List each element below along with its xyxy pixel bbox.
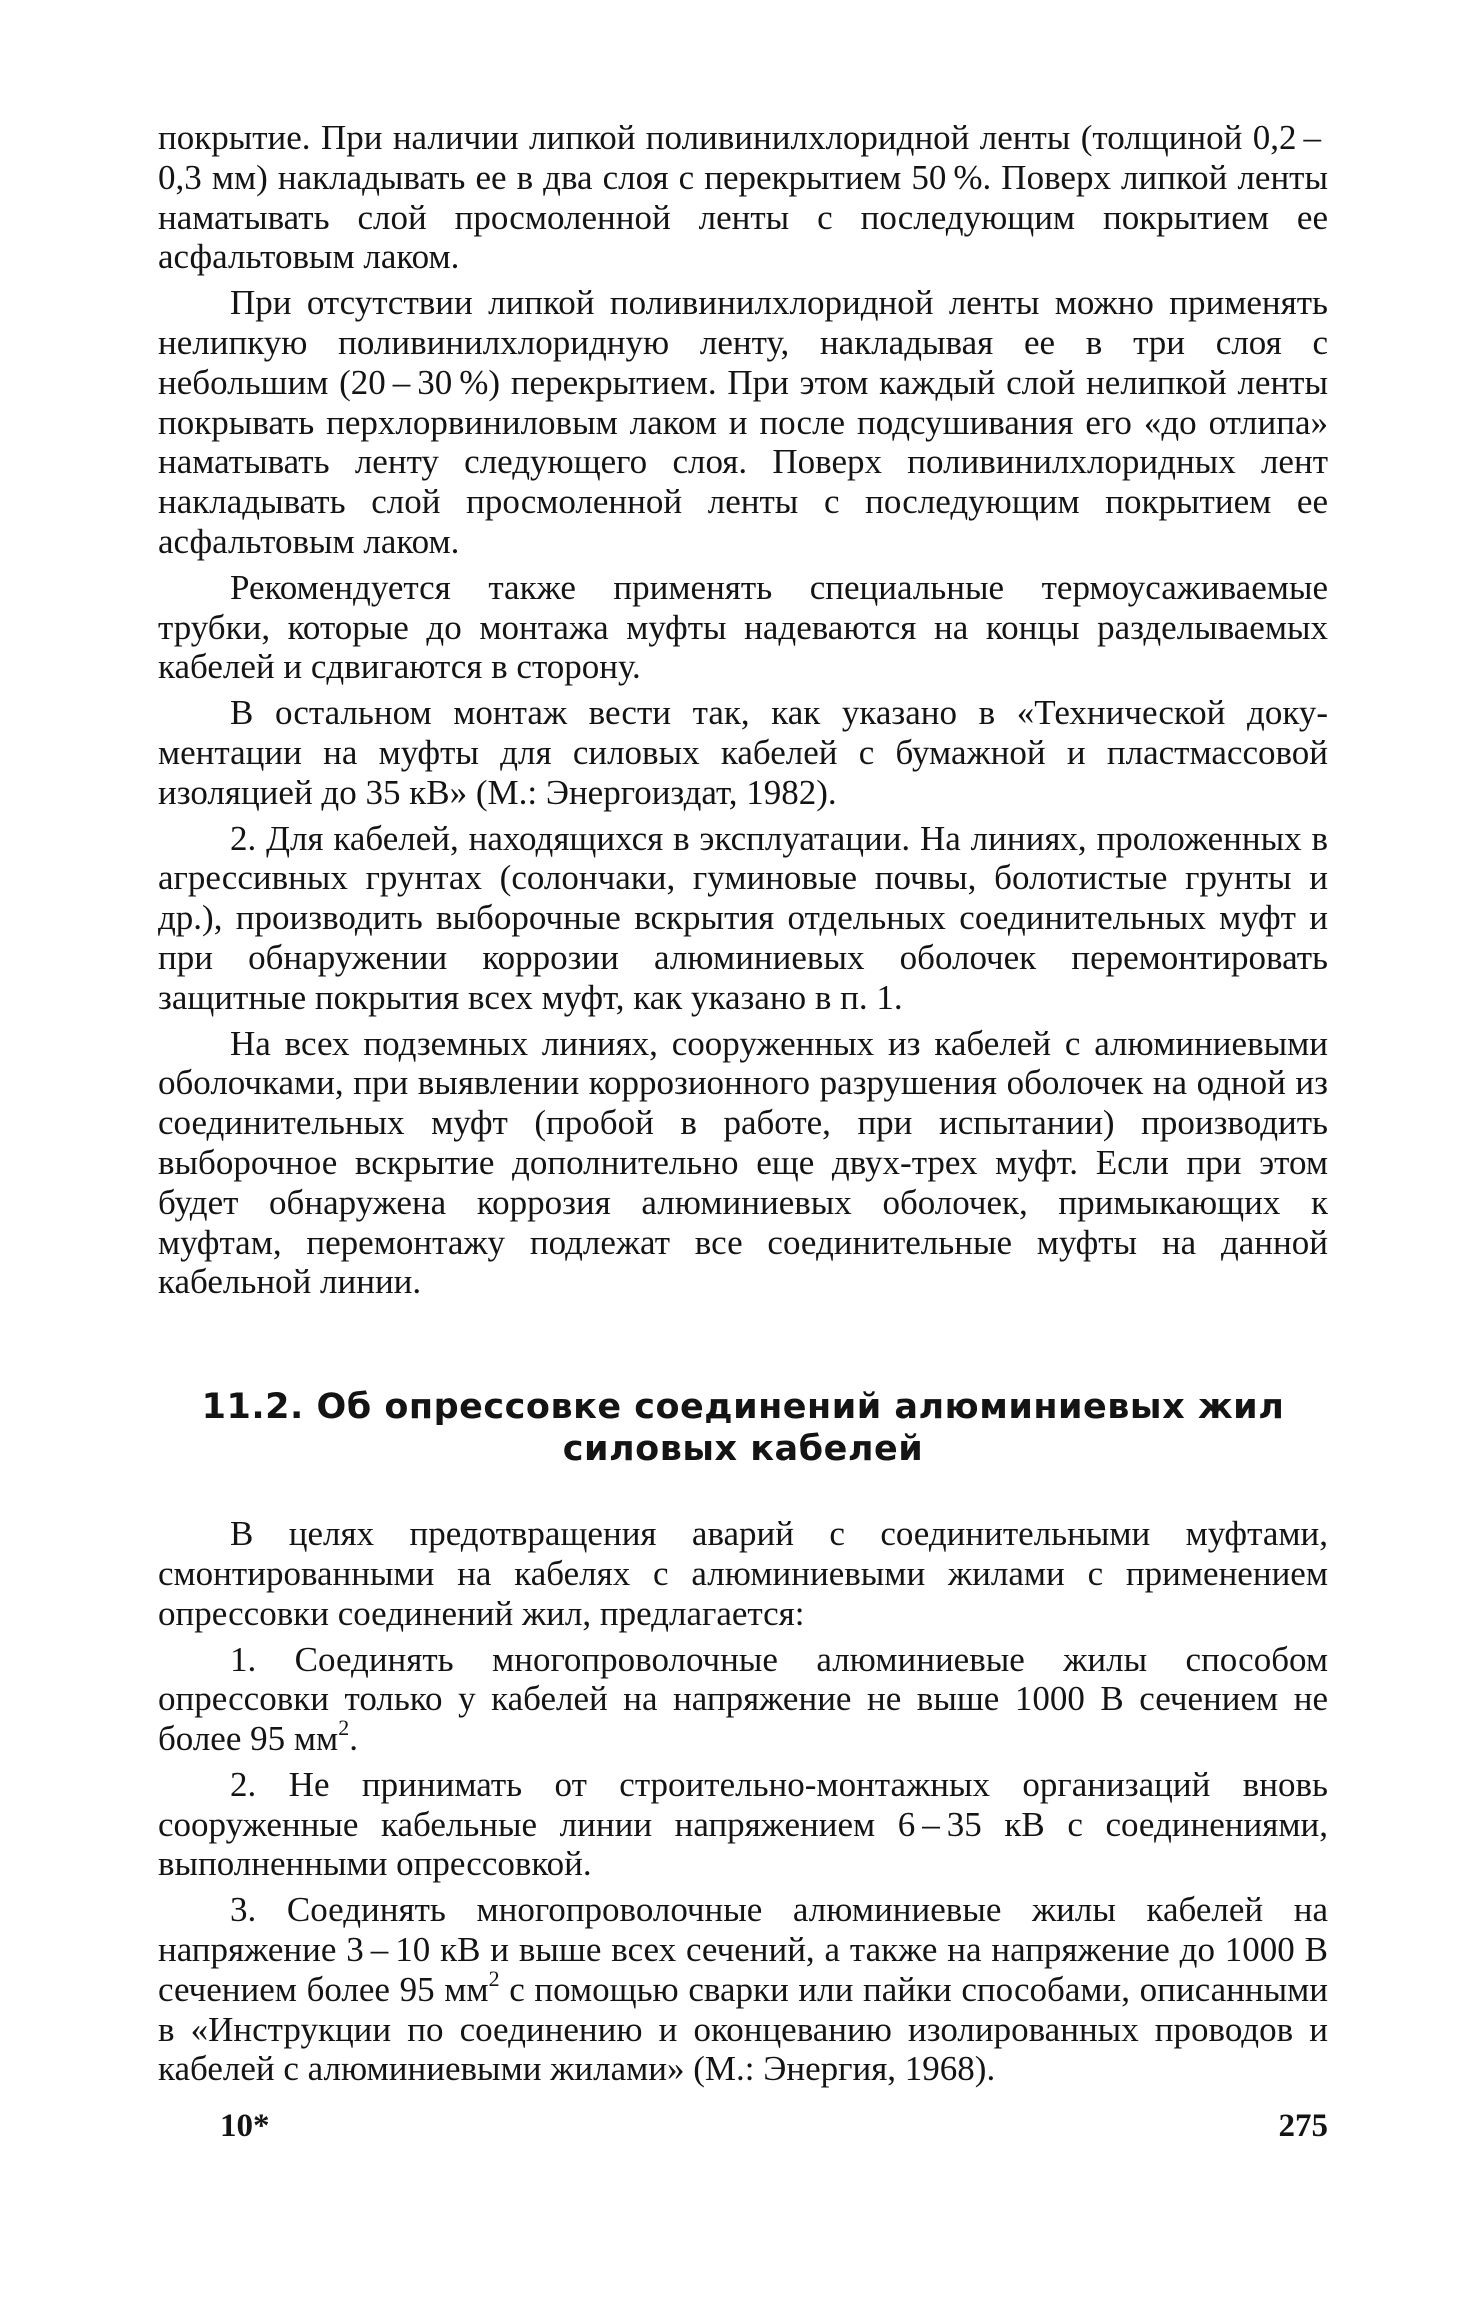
paragraph: Рекомендуется также применять специальные термоусаживаемые трубки, которые до монтажа муфты надеваются на концы разделываемых кабелей и сдвигаются в сторону. <box>158 567 1328 687</box>
paragraph: При отсутствии липкой поливинилхлоридной ленты можно применять нелипкую поливинилхлоридную ленту, накладывая ее в три слоя с небольшим (20 – 30 %) перекрытием. При этом каждый слой нелипкой ленты покрывать перхлорвиниловым лаком и после подсушивания его «до отлипа» наматывать ленту следующего слоя. Поверх поливинилхлоридных лент накладывать слой просмоленной ленты с последующим покрытием ее асфальтовым лаком. <box>158 283 1328 561</box>
section-heading <box>158 1386 1328 1470</box>
section-heading-line: силовых кабелей <box>562 1429 924 1470</box>
list-item-text: . <box>349 1719 358 1759</box>
paragraph: В целях предотвращения аварий с соединительными муфтами, смонтированными на кабелях с алюминиевыми жилами с применением опрессовки соединений жил, предлагается: <box>158 1514 1328 1633</box>
list-item-text: с помощью сварки или пайки способами, описанными в «Инструкции по соединению и оконцеванию изолированных проводов и кабелей с алюминиевыми жилами» (М.: Энергия, 1968). <box>158 1969 1328 2089</box>
page-body <box>158 118 1328 2089</box>
list-item <box>158 1890 1328 2089</box>
superscript: 2 <box>488 1966 500 1992</box>
paragraph: На всех подземных линиях, сооруженных из кабелей с алюминиевыми оболочками, при выявлении коррозионного разрушения оболочек на одной из соединительных муфт (пробой в работе, при испытании) производить выборочное вскрытие дополнительно еще двух-трех муфт. Если при этом будет обнаружена коррозия алюминиевых оболочек, примыкающих к муфтам, перемонтажу подлежат все соединительные муфты на данной кабельной линии. <box>158 1023 1328 1302</box>
page-number: 275 <box>1278 2108 1328 2144</box>
list-item-text: 3. Соединять многопроволочные алюминиевые жилы кабелей на напряжение 3 – 10 кВ и выше всех сечений, а также на напряжение до 1000 В сечением более 95 мм <box>158 1890 1328 2009</box>
paragraph: покрытие. При наличии липкой поливинилхлоридной ленты (толщиной 0,2 – 0,3 мм) накладывать ее в два слоя с перекрытием 50 %. Поверх липкой ленты наматывать слой просмоленной ленты с последующим покрытием ее асфальтовым лаком. <box>158 118 1328 277</box>
list-item <box>158 1640 1328 1759</box>
section-heading-line: 11.2. Об опрессовке соединений алюминиевых жил <box>201 1387 1285 1428</box>
paragraph: В остальном монтаж вести так, как указано в «Технической документации на муфты для силовых кабелей с бумажной и пластмассовой изоляцией до 35 кВ» (М.: Энергоиздат, 1982). <box>158 693 1328 812</box>
superscript: 2 <box>338 1715 350 1741</box>
paragraph: 2. Для кабелей, находящихся в эксплуатации. На линиях, проложенных в агрессивных грунтах (солончаки, гуминовые почвы, болотистые грунты и др.), производить выборочные вскрытия отдельных соединительных муфт и при обнаружении коррозии алюминиевых оболочек перемонтировать защитные покрытия всех муфт, как указано в п. 1. <box>158 818 1328 1017</box>
list-item: 2. Не принимать от строительно-монтажных организаций вновь сооруженные кабельные линии напряжением 6 – 35 кВ с соединениями, выполненными опрессовкой. <box>158 1764 1328 1884</box>
list-item-text: 1. Соединять многопроволочные алюминиевые жилы способом опрессовки только у кабелей на напряжение не выше 1000 В сечением не более 95 мм <box>158 1639 1328 1759</box>
signature-mark: 10* <box>220 2108 270 2144</box>
